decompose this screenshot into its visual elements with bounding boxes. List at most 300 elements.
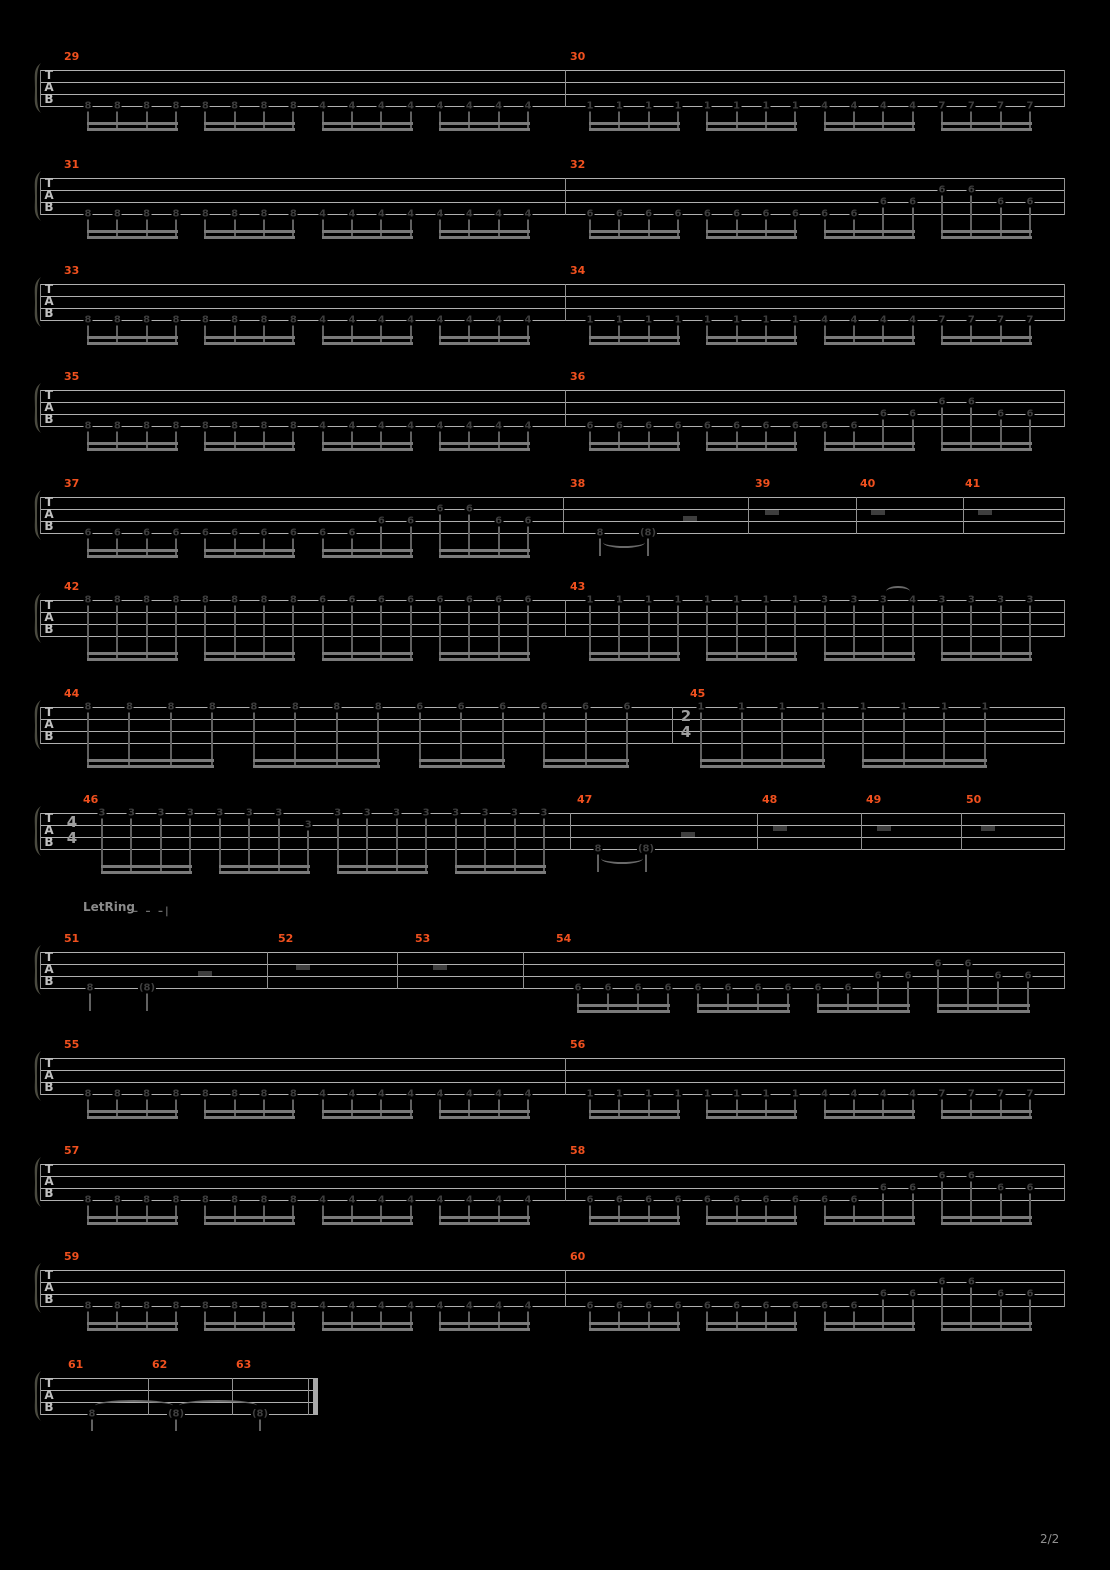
beam-bar	[941, 1222, 1032, 1225]
fret-number: 1	[586, 1088, 594, 1100]
fret-number: 6	[694, 982, 702, 994]
beam-bar	[706, 230, 797, 233]
fret-number: 6	[289, 527, 297, 539]
fret-number: 8	[333, 701, 341, 713]
beam-bar	[941, 658, 1032, 661]
fret-number: 8	[143, 1194, 151, 1206]
note-stem	[912, 206, 914, 239]
beam-bar	[824, 236, 915, 239]
whole-rest	[877, 826, 891, 831]
note-stem	[410, 525, 412, 558]
staff-line	[40, 178, 1064, 179]
fret-number: 6	[319, 527, 327, 539]
beam-bar	[322, 555, 413, 558]
tab-clef-letter: A	[44, 962, 54, 976]
beam-bar	[817, 1004, 910, 1007]
beam-bar	[824, 1322, 915, 1325]
barline	[570, 813, 571, 850]
fret-number: 4	[524, 1194, 532, 1206]
fret-number: 6	[586, 208, 594, 220]
fret-number: 8	[113, 314, 121, 326]
beam-bar	[322, 549, 413, 552]
beam-bar	[87, 1328, 178, 1331]
fret-number: 8	[231, 1088, 239, 1100]
fret-number: 8	[143, 1088, 151, 1100]
fret-number: 4	[495, 1300, 503, 1312]
fret-number: 8	[231, 1300, 239, 1312]
staff-line	[40, 1390, 318, 1391]
beam-bar	[204, 128, 295, 131]
note-stem	[259, 1419, 261, 1431]
fret-number: 6	[904, 970, 912, 982]
beam-bar	[87, 1216, 178, 1219]
beam-bar	[204, 1216, 295, 1219]
fret-number: 3	[127, 807, 135, 819]
beam-bar	[322, 1110, 413, 1113]
barline	[565, 70, 566, 107]
beam-bar	[589, 1116, 680, 1119]
whole-rest	[871, 510, 885, 515]
beam-bar	[706, 448, 797, 451]
fret-number: 8	[143, 100, 151, 112]
fret-number: 4	[348, 208, 356, 220]
fret-number: 4	[495, 100, 503, 112]
beam-bar	[706, 1110, 797, 1113]
fret-number: 6	[762, 208, 770, 220]
staff-line	[40, 190, 1064, 191]
fret-number: 1	[791, 100, 799, 112]
fret-number: 6	[407, 515, 415, 527]
beam-bar	[439, 652, 530, 655]
note-stem	[1029, 1298, 1031, 1331]
fret-number: 4	[319, 420, 327, 432]
measure-number: 37	[64, 477, 80, 490]
beam-bar	[589, 122, 680, 125]
beam-bar	[439, 555, 530, 558]
staff-line	[40, 1176, 1064, 1177]
staff-line	[40, 94, 1064, 95]
fret-number: 6	[703, 208, 711, 220]
fret-number: 3	[186, 807, 194, 819]
fret-number: 1	[674, 314, 682, 326]
beam-bar	[824, 658, 915, 661]
measure-number: 31	[64, 158, 80, 171]
fret-number: 4	[348, 1300, 356, 1312]
fret-number: 7	[997, 100, 1005, 112]
note-stem	[882, 1298, 884, 1331]
fret-number: 8	[260, 594, 268, 606]
barline	[523, 952, 524, 989]
tab-clef-letter: A	[44, 1280, 54, 1294]
fret-number: 1	[645, 1088, 653, 1100]
staff-line	[40, 82, 1064, 83]
end-barline	[1064, 497, 1065, 534]
fret-number: 6	[814, 982, 822, 994]
measure-number: 55	[64, 1038, 80, 1051]
staff-line	[40, 1058, 1064, 1059]
beam-bar	[87, 1110, 178, 1113]
fret-number: 6	[615, 208, 623, 220]
tab-clef-letter: A	[44, 1068, 54, 1082]
note-stem	[997, 980, 999, 1013]
fret-number: (8)	[637, 843, 655, 855]
beam-bar	[589, 236, 680, 239]
tab-clef-letter: A	[44, 1388, 54, 1402]
tab-clef-letter: T	[44, 388, 54, 402]
tab-clef-letter: B	[44, 729, 54, 743]
fret-number: 4	[407, 208, 415, 220]
fret-number: 3	[216, 807, 224, 819]
measure-number: 48	[762, 793, 778, 806]
measure-number: 60	[570, 1250, 586, 1263]
fret-number: 4	[524, 1088, 532, 1100]
note-stem	[146, 993, 148, 1011]
measure-number: 36	[570, 370, 586, 383]
beam-bar	[204, 549, 295, 552]
note-stem	[527, 525, 529, 558]
measure-number: 43	[570, 580, 586, 593]
fret-number: 6	[762, 1300, 770, 1312]
beam-bar	[253, 759, 380, 762]
beam-bar	[589, 336, 680, 339]
tab-clef-letter: T	[44, 811, 54, 825]
staff-line	[40, 284, 1064, 285]
fret-number: 1	[791, 594, 799, 606]
beam-bar	[706, 658, 797, 661]
fret-number: 4	[348, 100, 356, 112]
fret-number: 8	[201, 208, 209, 220]
half-rest	[198, 971, 212, 976]
beam-bar	[706, 236, 797, 239]
fret-number: 6	[733, 208, 741, 220]
beam-bar	[419, 759, 505, 762]
fret-number: 3	[821, 594, 829, 606]
whole-rest	[981, 826, 995, 831]
beam-bar	[204, 652, 295, 655]
beam-bar	[824, 1328, 915, 1331]
beam-bar	[937, 1004, 1030, 1007]
fret-number: 6	[674, 208, 682, 220]
fret-number: 6	[645, 1300, 653, 1312]
tab-clef-letter: T	[44, 495, 54, 509]
fret-number: 8	[231, 314, 239, 326]
fret-number: 3	[275, 807, 283, 819]
beam-bar	[824, 1222, 915, 1225]
let-ring-dashes: – – –|	[133, 906, 171, 917]
fret-number: 6	[703, 420, 711, 432]
end-barline	[1064, 1058, 1065, 1095]
fret-number: 1	[586, 314, 594, 326]
fret-number: 4	[319, 314, 327, 326]
beam-bar	[87, 230, 178, 233]
fret-number: 6	[1024, 970, 1032, 982]
fret-number: 6	[377, 594, 385, 606]
measure-number: 63	[236, 1358, 252, 1371]
fret-number: 6	[724, 982, 732, 994]
fret-number: 6	[1026, 1182, 1034, 1194]
fret-number: 3	[422, 807, 430, 819]
fret-number: 1	[733, 314, 741, 326]
system-brace	[28, 699, 42, 751]
beam-bar	[439, 1116, 530, 1119]
beam-bar	[589, 448, 680, 451]
measure-number: 33	[64, 264, 80, 277]
beam-bar	[439, 658, 530, 661]
measure-number: 34	[570, 264, 586, 277]
beam-bar	[589, 230, 680, 233]
beam-bar	[941, 448, 1032, 451]
barline	[748, 497, 749, 534]
fret-number: 8	[594, 843, 602, 855]
fret-number: 6	[1026, 196, 1034, 208]
fret-number: 3	[967, 594, 975, 606]
fret-number: 6	[645, 420, 653, 432]
end-barline	[1064, 1270, 1065, 1307]
beam-bar	[706, 1328, 797, 1331]
beam-bar	[817, 1010, 910, 1013]
tab-clef-letter: T	[44, 176, 54, 190]
beam-bar	[824, 342, 915, 345]
fret-number: 6	[938, 1276, 946, 1288]
fret-number: 6	[791, 420, 799, 432]
fret-number: 8	[596, 527, 604, 539]
beam-bar	[577, 1010, 670, 1013]
staff-line	[40, 707, 1064, 708]
staff-line	[40, 296, 1064, 297]
fret-number: 8	[125, 701, 133, 713]
fret-number: 6	[524, 515, 532, 527]
fret-number: 7	[997, 314, 1005, 326]
fret-number: 6	[615, 420, 623, 432]
fret-number: 4	[524, 1300, 532, 1312]
fret-number: 7	[938, 100, 946, 112]
fret-number: 6	[850, 1194, 858, 1206]
whole-rest	[296, 965, 310, 970]
beam-bar	[439, 1322, 530, 1325]
whole-rest	[433, 965, 447, 970]
measure-number: 52	[278, 932, 294, 945]
whole-rest	[765, 510, 779, 515]
note-stem	[89, 993, 91, 1011]
fret-number: 8	[113, 420, 121, 432]
end-barline	[1064, 952, 1065, 989]
measure-number: 44	[64, 687, 80, 700]
fret-number: 8	[231, 420, 239, 432]
fret-number: 6	[499, 701, 507, 713]
fret-number: 6	[495, 515, 503, 527]
fret-number: 4	[850, 1088, 858, 1100]
fret-number: 4	[436, 1088, 444, 1100]
fret-number: 4	[377, 420, 385, 432]
fret-number: 4	[465, 420, 473, 432]
fret-number: 6	[964, 958, 972, 970]
fret-number: 8	[231, 1194, 239, 1206]
fret-number: 8	[231, 594, 239, 606]
system-brace	[28, 489, 42, 541]
beam-bar	[543, 759, 629, 762]
fret-number: 6	[844, 982, 852, 994]
fret-number: 3	[850, 594, 858, 606]
barline	[565, 284, 566, 321]
staff-line	[40, 825, 1064, 826]
fret-number: 8	[84, 314, 92, 326]
tab-clef-letter: T	[44, 950, 54, 964]
beam-bar	[941, 1216, 1032, 1219]
beam-bar	[87, 122, 178, 125]
fret-number: 7	[967, 314, 975, 326]
fret-number: 8	[374, 701, 382, 713]
fret-number: 4	[465, 1088, 473, 1100]
staff-line	[40, 70, 1064, 71]
beam-bar	[204, 442, 295, 445]
tab-clef-letter: B	[44, 622, 54, 636]
beam-bar	[219, 865, 310, 868]
beam-bar	[706, 336, 797, 339]
beam-bar	[419, 765, 505, 768]
measure-number: 35	[64, 370, 80, 383]
fret-number: 6	[791, 1300, 799, 1312]
staff-line	[40, 1402, 318, 1403]
beam-bar	[439, 1110, 530, 1113]
beam-bar	[322, 342, 413, 345]
beam-bar	[87, 652, 178, 655]
beam-bar	[941, 1110, 1032, 1113]
fret-number: 6	[967, 1170, 975, 1182]
fret-number: 4	[879, 1088, 887, 1100]
fret-number: 8	[167, 701, 175, 713]
beam-bar	[589, 1110, 680, 1113]
fret-number: 4	[465, 1194, 473, 1206]
fret-number: 6	[733, 1300, 741, 1312]
beam-bar	[87, 1322, 178, 1325]
fret-number: 6	[465, 594, 473, 606]
fret-number: 6	[84, 527, 92, 539]
note-stem	[912, 418, 914, 451]
fret-number: 8	[231, 208, 239, 220]
fret-number: 6	[586, 1194, 594, 1206]
beam-bar	[824, 652, 915, 655]
beam-bar	[937, 1010, 1030, 1013]
fret-number: 4	[436, 314, 444, 326]
beam-bar	[706, 1322, 797, 1325]
staff-line	[40, 533, 1064, 534]
staff-line	[40, 308, 1064, 309]
fret-number: 4	[319, 1194, 327, 1206]
fret-number: 8	[289, 100, 297, 112]
tab-clef-letter: T	[44, 282, 54, 296]
beam-bar	[941, 1322, 1032, 1325]
tab-clef-letter: A	[44, 188, 54, 202]
fret-number: 6	[457, 701, 465, 713]
fret-number: 6	[623, 701, 631, 713]
fret-number: 4	[436, 420, 444, 432]
fret-number: 6	[615, 1194, 623, 1206]
fret-number: 6	[909, 1182, 917, 1194]
fret-number: 1	[738, 701, 746, 713]
fret-number: 4	[377, 314, 385, 326]
measure-number: 30	[570, 50, 586, 63]
fret-number: 8	[113, 1194, 121, 1206]
fret-number: 6	[733, 420, 741, 432]
fret-number: 8	[143, 208, 151, 220]
fret-number: 1	[940, 701, 948, 713]
beam-bar	[589, 128, 680, 131]
note-stem	[877, 980, 879, 1013]
beam-bar	[706, 1216, 797, 1219]
measure-number: 45	[690, 687, 706, 700]
beam-bar	[589, 658, 680, 661]
tie-arc	[179, 1400, 257, 1411]
fret-number: 4	[436, 1300, 444, 1312]
note-stem	[1029, 418, 1031, 451]
beam-bar	[589, 1222, 680, 1225]
fret-number: 1	[645, 594, 653, 606]
fret-number: 1	[778, 701, 786, 713]
tab-clef-letter: B	[44, 1080, 54, 1094]
fret-number: 4	[524, 420, 532, 432]
beam-bar	[706, 128, 797, 131]
fret-number: (8)	[167, 1408, 185, 1420]
fret-number: 6	[436, 594, 444, 606]
beam-bar	[941, 442, 1032, 445]
fret-number: 1	[900, 701, 908, 713]
fret-number: 8	[172, 1088, 180, 1100]
beam-bar	[204, 1328, 295, 1331]
fret-number: 6	[879, 1182, 887, 1194]
fret-number: 4	[436, 100, 444, 112]
fret-number: 1	[733, 1088, 741, 1100]
fret-number: 8	[88, 1408, 96, 1420]
note-stem	[912, 1298, 914, 1331]
fret-number: 4	[909, 100, 917, 112]
measure-number: 51	[64, 932, 80, 945]
staff-line	[40, 214, 1064, 215]
staff-line	[40, 509, 1064, 510]
fret-number: 4	[319, 1088, 327, 1100]
fret-number: 8	[172, 208, 180, 220]
beam-bar	[589, 342, 680, 345]
measure-number: 42	[64, 580, 80, 593]
fret-number: 6	[645, 208, 653, 220]
fret-number: 8	[201, 314, 209, 326]
fret-number: 6	[377, 515, 385, 527]
fret-number: 6	[1026, 408, 1034, 420]
system-brace	[28, 382, 42, 434]
fret-number: 6	[524, 594, 532, 606]
fret-number: 1	[762, 100, 770, 112]
fret-number: 8	[84, 1300, 92, 1312]
beam-bar	[204, 658, 295, 661]
fret-number: 6	[582, 701, 590, 713]
system-brace	[28, 1262, 42, 1314]
fret-number: 8	[172, 420, 180, 432]
fret-number: 8	[289, 1194, 297, 1206]
staff-line	[40, 402, 1064, 403]
note-stem	[498, 525, 500, 558]
tab-clef-letter: A	[44, 294, 54, 308]
tab-clef-letter: B	[44, 1186, 54, 1200]
fret-number: 6	[664, 982, 672, 994]
beam-bar	[87, 765, 214, 768]
time-signature-top: 2	[680, 707, 692, 725]
fret-number: 8	[143, 420, 151, 432]
beam-bar	[824, 230, 915, 233]
beam-bar	[824, 1116, 915, 1119]
fret-number: 6	[997, 408, 1005, 420]
fret-number: 4	[348, 1194, 356, 1206]
fret-number: 4	[495, 420, 503, 432]
staff-line	[40, 624, 1064, 625]
